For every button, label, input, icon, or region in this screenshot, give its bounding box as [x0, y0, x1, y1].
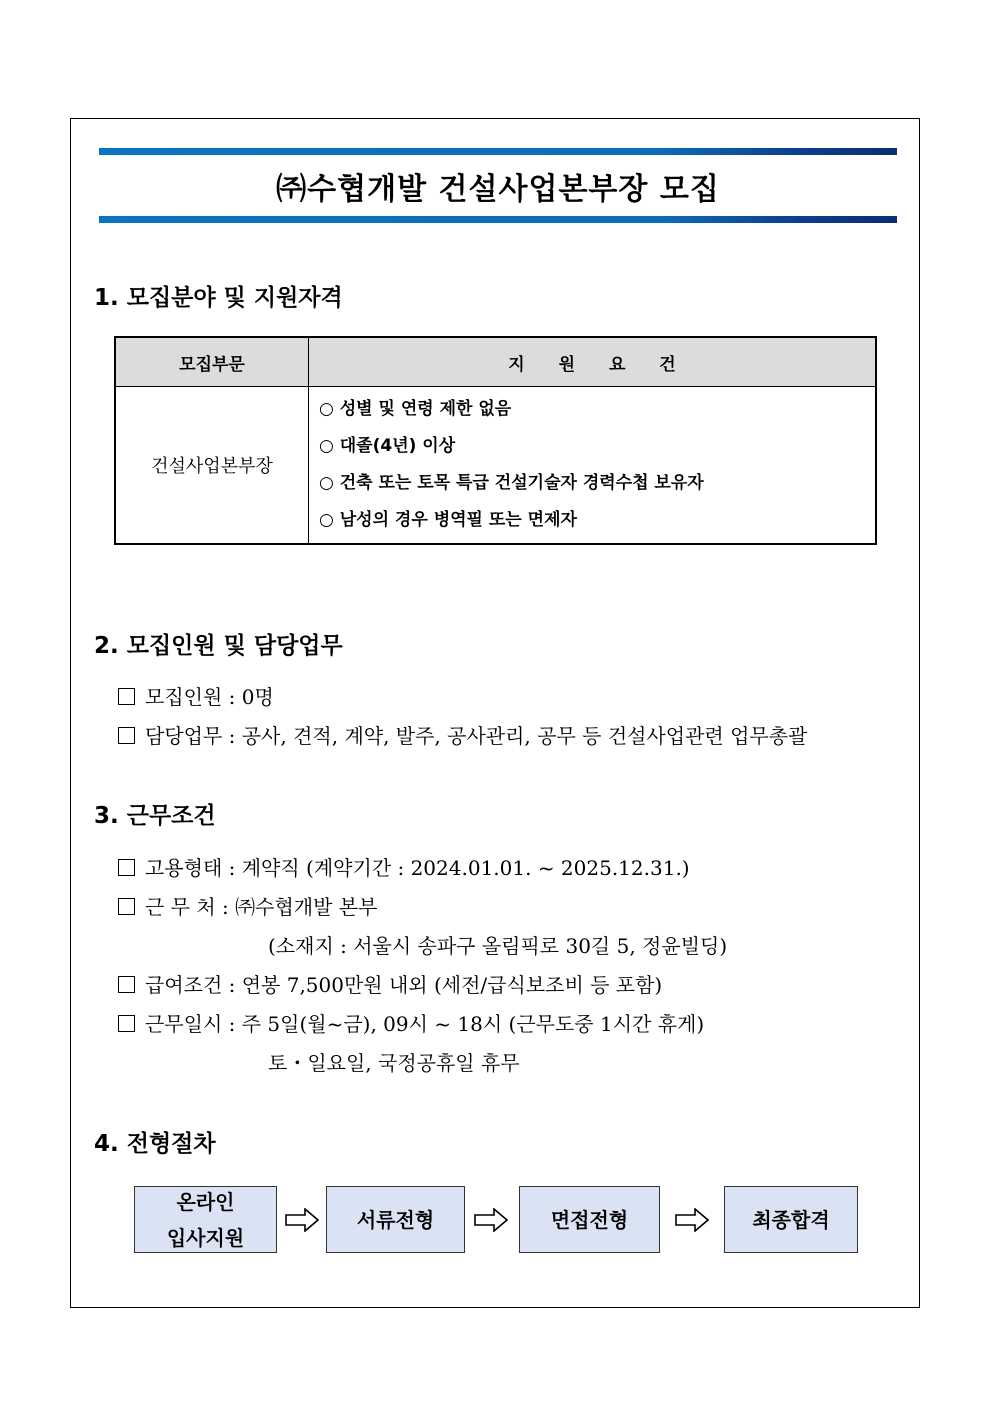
- condition-item: ○ 건축 또는 토목 특급 건설기술자 경력수첩 보유자: [319, 473, 704, 493]
- section-heading-1: 1. 모집분야 및 지원자격: [94, 285, 343, 311]
- conditions-cell: [309, 387, 877, 545]
- condition-item: ○ 대졸(4년) 이상: [319, 436, 456, 456]
- page-title: ㈜수협개발 건설사업본부장 모집: [276, 172, 720, 207]
- hours-line: [118, 1008, 704, 1037]
- process-step-apply: 온라인 입사지원: [134, 1186, 277, 1253]
- title-bar-top: [99, 148, 897, 155]
- recruit-duty: 담당업무 : 공사, 견적, 계약, 발주, 공사관리, 공무 등 건설사업관련 업무총괄: [145, 724, 808, 748]
- holidays: 토・일요일, 국정공휴일 휴무: [268, 1051, 520, 1075]
- process-step-final: 최종합격: [724, 1186, 858, 1253]
- process-step-interview: 면접전형: [519, 1186, 660, 1253]
- workplace: 근 무 처 : ㈜수협개발 본부: [145, 895, 378, 919]
- process-step-document: 서류전형: [326, 1186, 465, 1253]
- checkbox-icon: [118, 976, 135, 993]
- workplace-line: [118, 891, 377, 920]
- title-bar-bottom: [99, 216, 897, 223]
- checkbox-icon: [118, 688, 135, 705]
- section-heading-4: 4. 전형절차: [94, 1131, 216, 1157]
- workplace-address: (소재지 : 서울시 송파구 올림픽로 30길 5, 정윤빌딩): [268, 934, 728, 958]
- requirements-table: [114, 336, 877, 545]
- recruit-duty-line: [118, 720, 807, 749]
- recruit-count-line: [118, 681, 274, 710]
- checkbox-icon: [118, 859, 135, 876]
- table-header-dept: 모집부문: [115, 337, 309, 387]
- arrow-right-icon: [675, 1208, 709, 1232]
- dept-cell: 건설사업본부장: [115, 387, 309, 545]
- checkbox-icon: [118, 898, 135, 915]
- table-header-requirements: 지 원 요 건: [309, 337, 877, 387]
- section-heading-3: 3. 근무조건: [94, 803, 216, 829]
- section-heading-2: 2. 모집인원 및 담당업무: [94, 633, 343, 659]
- table-row: [115, 387, 876, 545]
- checkbox-icon: [118, 727, 135, 744]
- employment-type: 고용형태 : 계약직 (계약기간 : 2024.01.01. ~ 2025.12.31.): [145, 856, 690, 880]
- condition-item: ○ 성별 및 연령 제한 없음: [319, 399, 512, 419]
- salary-line: [118, 969, 662, 998]
- recruit-count: 모집인원 : 0명: [145, 685, 274, 709]
- salary: 급여조건 : 연봉 7,500만원 내외 (세전/급식보조비 등 포함): [145, 973, 663, 997]
- arrow-right-icon: [474, 1208, 508, 1232]
- arrow-right-icon: [285, 1208, 319, 1232]
- checkbox-icon: [118, 1015, 135, 1032]
- condition-item: ○ 남성의 경우 병역필 또는 면제자: [319, 510, 577, 530]
- employment-line: [118, 852, 690, 881]
- work-hours: 근무일시 : 주 5일(월~금), 09시 ~ 18시 (근무도중 1시간 휴게): [145, 1012, 705, 1036]
- table-header-row: [115, 337, 876, 387]
